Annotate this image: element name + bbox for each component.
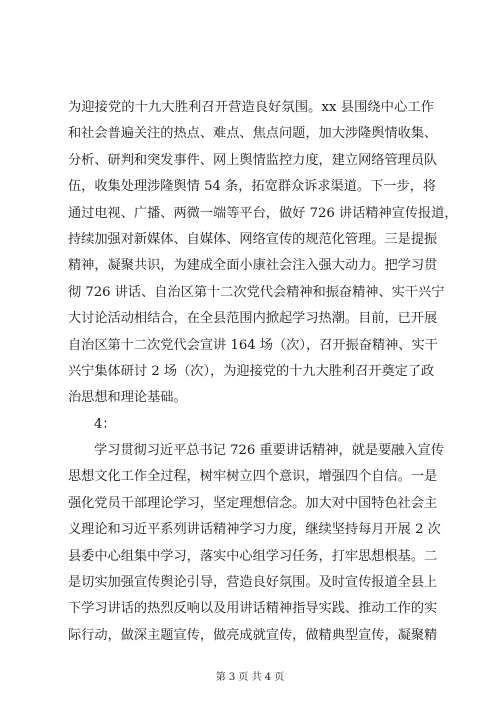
text-line: 思想文化工作全过程，树牢树立四个意识，增强四个自信。一是 xyxy=(68,469,438,485)
text-line: 强化党员干部理论学习，坚定理想信念。加大对中国特色社会主 xyxy=(68,495,438,511)
text-line: 义理论和习近平系列讲话精神学习力度，继续坚持每月开展 2 次 xyxy=(68,522,441,538)
text-line: 县委中心组集中学习，落实中心组学习任务，打牢思想根基。二 xyxy=(68,548,438,564)
text-line: 和社会普遍关注的热点、难点、焦点问题，加大涉隆舆情收集、 xyxy=(68,126,438,142)
text-line: 彻 726 讲话、自治区第十二次党代会精神和振奋精神、实干兴宁 xyxy=(68,284,445,300)
text-line: 兴宁集体研讨 2 场（次），为迎接党的十九大胜利召开奠定了政 xyxy=(68,363,435,379)
text-line: 是切实加强宣传舆论引导，营造良好氛围。及时宣传报道全县上 xyxy=(68,575,438,591)
text-line: 大讨论活动相结合，在全县范围内掀起学习热潮。目前，已开展 xyxy=(68,311,438,327)
paragraph-1 xyxy=(68,95,458,412)
paragraph-2 xyxy=(68,438,445,649)
text-line: 治思想和理论基础。 xyxy=(68,390,187,406)
text-line: 持续加强对新媒体、自媒体、网络宣传的规范化管理。三是提振 xyxy=(68,231,438,247)
text-line: 分析、研判和突发事件、网上舆情监控力度，建立网络管理员队 xyxy=(68,152,438,168)
text-line: 下学习讲话的热烈反响以及用讲话精神指导实践、推动工作的实 xyxy=(68,601,438,617)
text-line: 为迎接党的十九大胜利召开营造良好氛围。xx 县围绕中心工作 xyxy=(68,100,434,115)
text-line: 自治区第十二次党代会宣讲 164 场（次），召开振奋精神、实干 xyxy=(68,337,438,353)
text-line: 通过电视、广播、两微一端等平台，做好 726 讲话精神宣传报道， xyxy=(68,205,458,221)
text-line: 精神，凝聚共识，为建成全面小康社会注入强大动力。把学习贯 xyxy=(68,258,438,274)
text-line: 伍，收集处理涉隆舆情 54 条，拓宽群众诉求渠道。下一步，将 xyxy=(68,179,437,195)
page-indicator: 第 3 页 共 4 页 xyxy=(215,672,285,683)
text-line: 际行动，做深主题宣传，做亮成就宣传，做精典型宣传，凝聚精 xyxy=(68,627,438,643)
document-body xyxy=(68,95,458,649)
text-line: 学习贯彻习近平总书记 726 重要讲话精神，就是要融入宣传 xyxy=(94,443,445,459)
section-number: 4： xyxy=(94,416,116,432)
page-footer xyxy=(0,671,500,685)
